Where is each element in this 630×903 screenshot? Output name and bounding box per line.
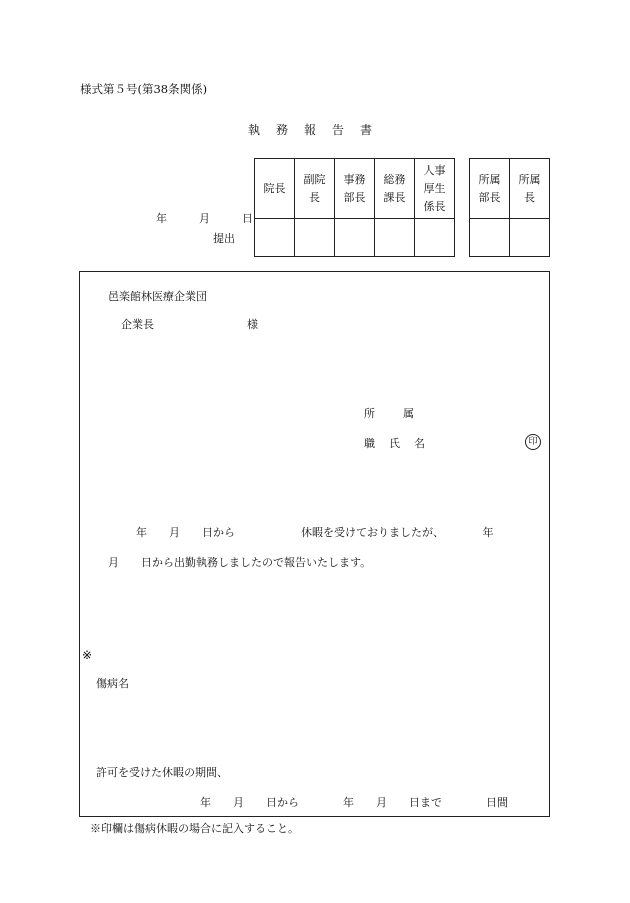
affiliation-char: 所 [364,407,375,420]
report-text-line-1: 年 月 日から 休暇を受けておりましたが、 年 [136,526,494,539]
approval-label: 所属 部長 [470,159,510,219]
date-day: 日 [242,212,253,225]
stamp-cell[interactable] [255,219,295,257]
footnote: ※印欄は傷病休暇の場合に記入すること。 [90,822,299,835]
document-title: 執務報告書 [248,123,389,137]
addressee-title: 企業長 [121,318,154,331]
name-char: 職 [364,437,375,450]
name-char: 氏 [389,437,400,450]
sender-name [364,438,439,449]
stamp-cell[interactable] [415,219,455,257]
date-year: 年 [156,212,167,225]
report-text-line-2: 月 日から出勤執務しましたので報告いたします。 [108,556,372,569]
approval-label: 人事 厚生 係長 [415,159,455,219]
permitted-leave-label: 許可を受けた休暇の期間、 [96,766,228,779]
approval-label: 院長 [255,159,295,219]
approval-label: 副院 長 [295,159,335,219]
date-month: 月 [199,212,210,225]
stamp-cell[interactable] [470,219,510,257]
leave-period-line: 年 月 日から 年 月 日まで 日間 [200,796,508,809]
name-char: 名 [414,437,425,450]
approval-label: 総務 課長 [375,159,415,219]
form-reference: 様式第５号(第38条関係) [80,82,208,96]
note-mark: ※ [82,648,93,662]
report-body-frame [79,271,550,817]
stamp-cell[interactable] [335,219,375,257]
approval-label: 事務 部長 [335,159,375,219]
stamp-cell[interactable] [375,219,415,257]
approval-label: 所属 長 [510,159,550,219]
seal-icon: 印 [525,434,541,450]
stamp-cell[interactable] [510,219,550,257]
injury-name-label: 傷病名 [96,677,129,690]
approval-table-main [254,158,455,257]
submission-date [156,213,285,224]
sender-affiliation [364,408,414,419]
approval-table-department [469,158,550,257]
addressee-organization: 邑楽館林医療企業団 [108,290,207,303]
stamp-cell[interactable] [295,219,335,257]
submit-label: 提出 [213,232,235,245]
affiliation-char: 属 [403,407,414,420]
addressee-honorific: 様 [247,318,258,331]
